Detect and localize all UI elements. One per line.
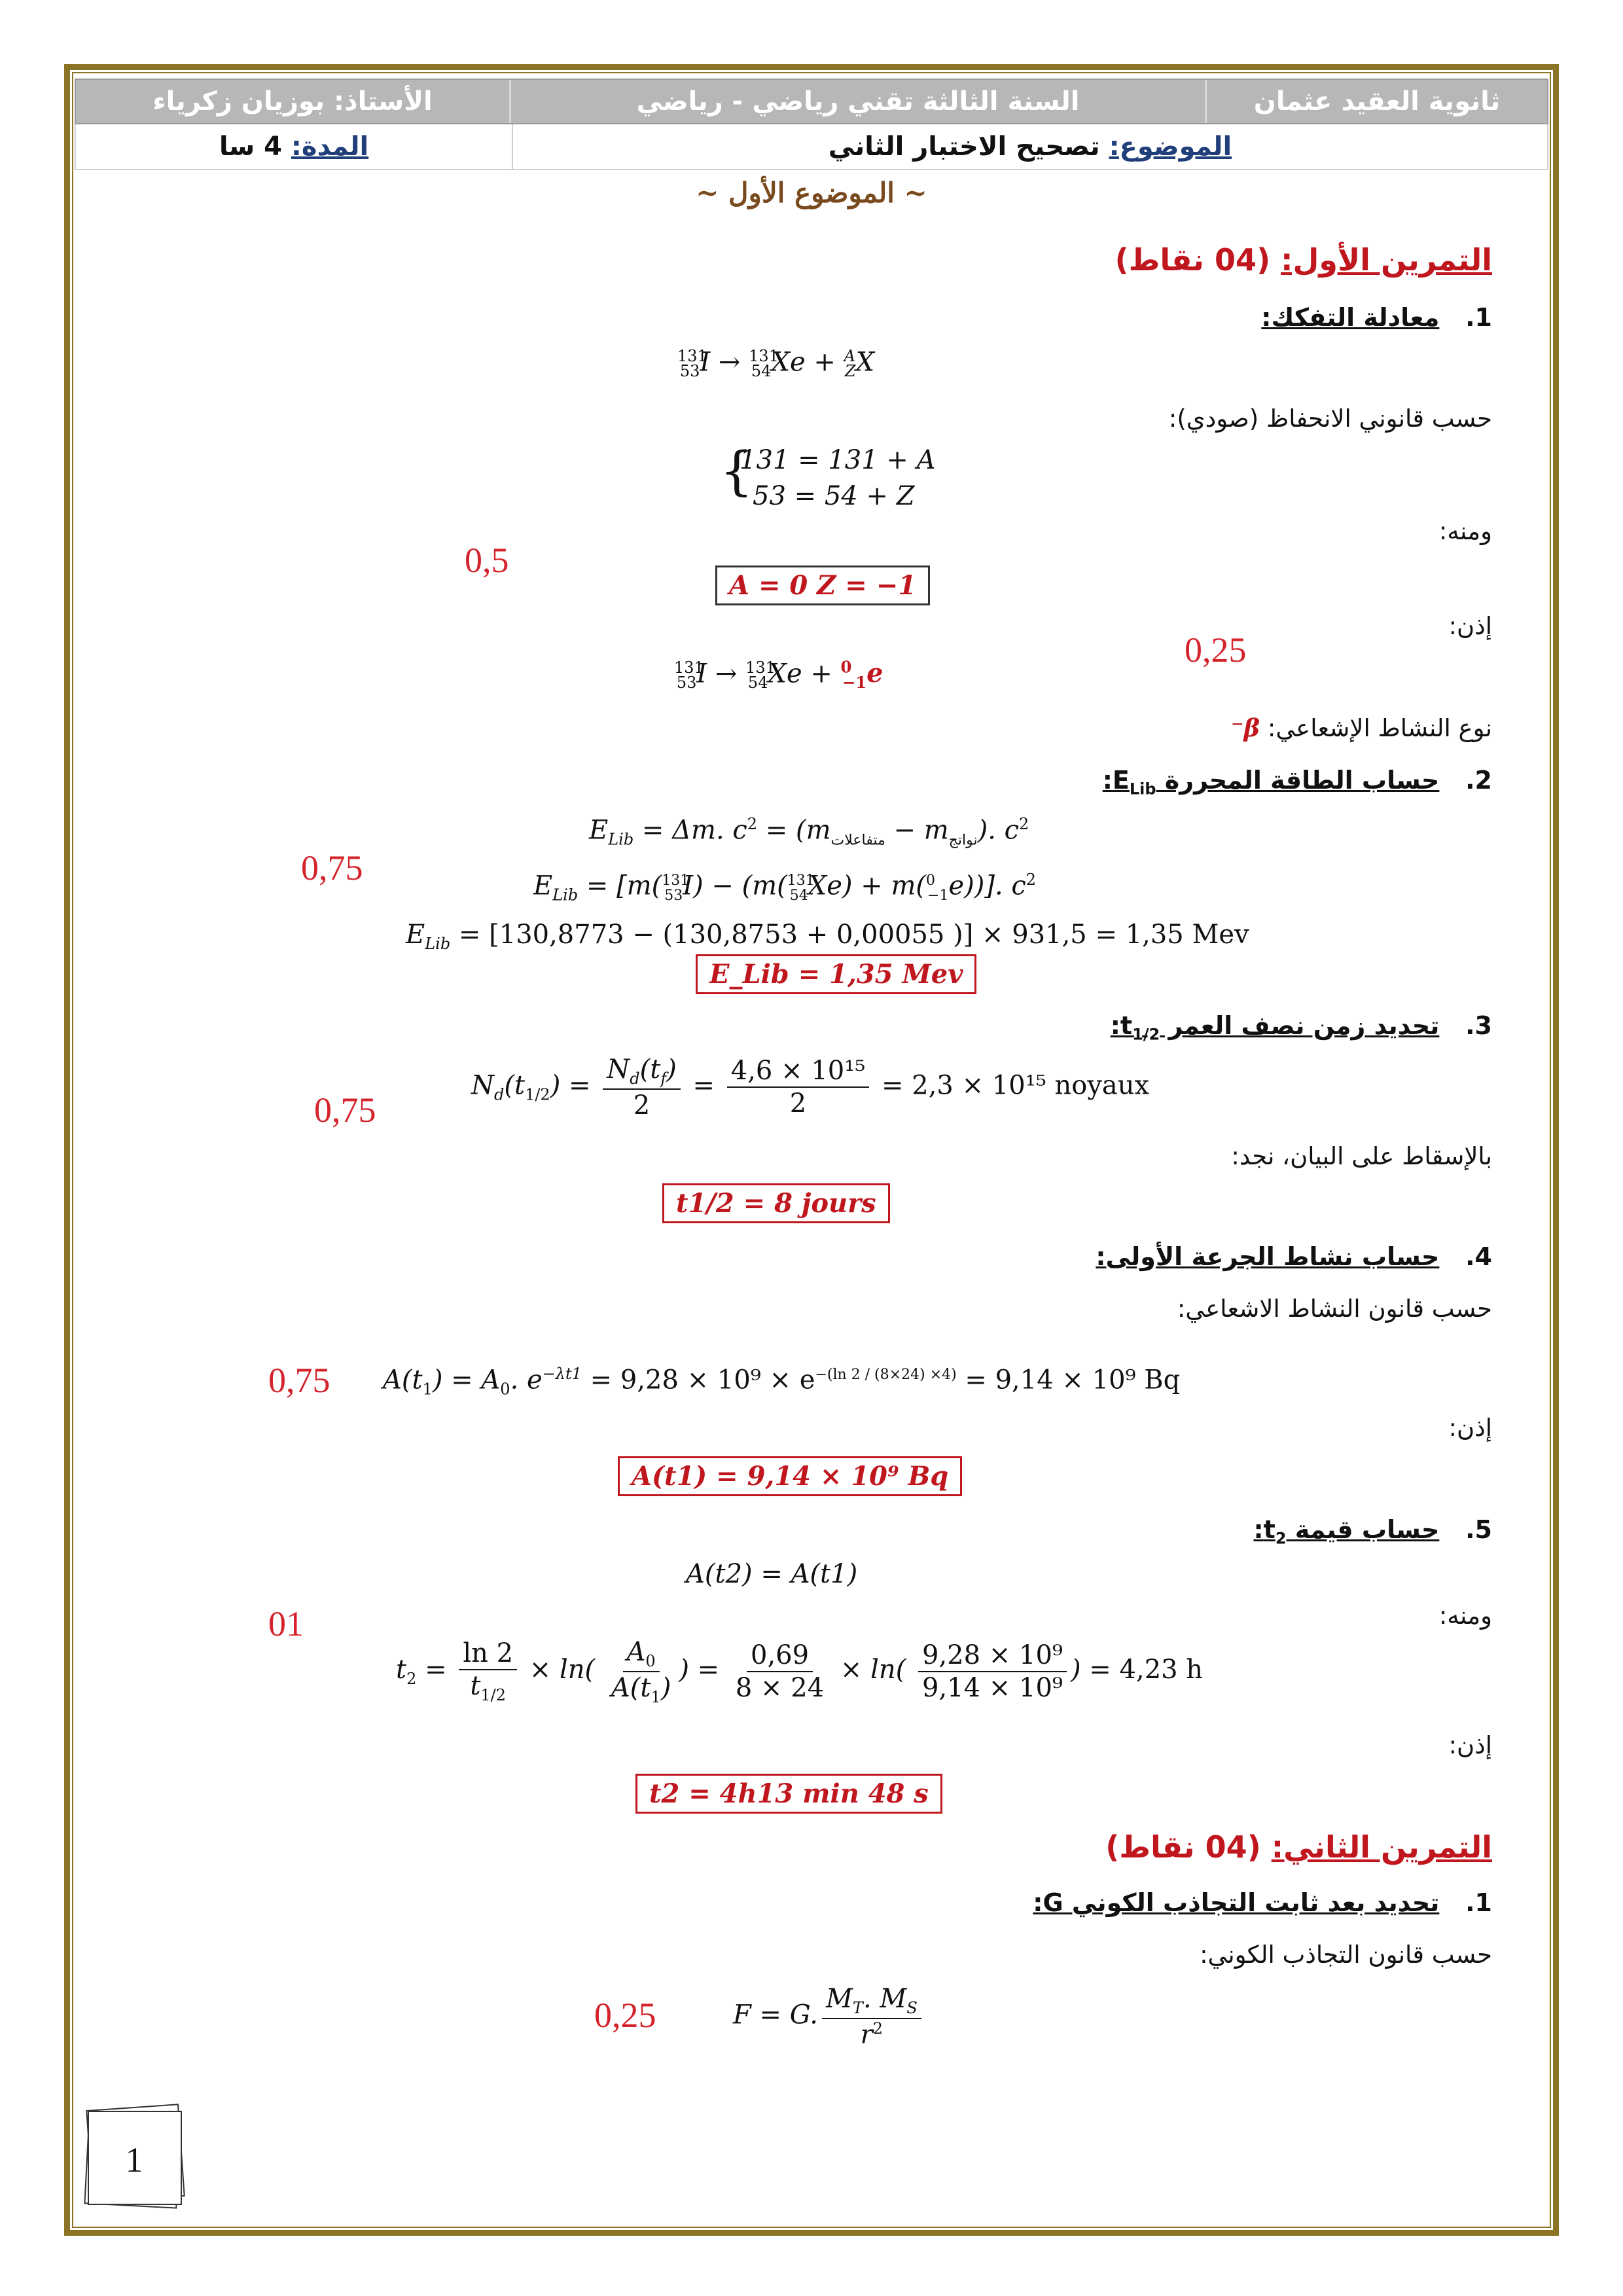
fraction-ln2-t12: $\frac{\ln 2}{t_{1/2}}$ (459, 1638, 517, 1705)
energy-formula-3: $E_{Lib} = [130,8773 - (130,8753 + 0,00055$ )] × 931,5 = 1,35 Mev (406, 920, 1249, 953)
school-name: ثانوية العقيد عثمان (1205, 80, 1547, 123)
exercise1-title-label: التمرين الأول: (1281, 242, 1492, 278)
half-life-formula: $N_d(t_{1/2})$ = $\frac{N_d(t_f)}{2}$ = $\frac{\text{4,6 × 10¹⁵}}{2}$ = 2,3 × 10¹⁵ noyaux (471, 1054, 1150, 1121)
score-q5: 01 (268, 1604, 304, 1643)
q3-heading (1111, 1011, 1492, 1044)
t2-numerator: 0,69 (747, 1640, 813, 1672)
score-q2: 0,75 (301, 848, 363, 888)
q3-number: 3. (1465, 1011, 1492, 1040)
score-q1b: 0,25 (1185, 630, 1247, 670)
exercise2-title (1105, 1829, 1492, 1865)
t2-result: t2 = 4h13 min 48 s (635, 1774, 942, 1814)
equation-a: 131 = 131 + A (740, 445, 936, 475)
q1-heading (1261, 303, 1492, 332)
subject-value: تصحيح الاختبار الثاني (828, 132, 1100, 162)
activity-type-label: نوع النشاط الإشعاعي: (1267, 714, 1492, 742)
then-text-q1: إذن: (1448, 612, 1492, 640)
exercise1-title (1115, 242, 1492, 278)
gravity-formula: F = G. $\frac{M_T. M_S}{r^2}$ (733, 1983, 925, 2051)
activity-type (1231, 713, 1492, 742)
ex2-q1-title: تحديد بعد ثابت التجاذب الكوني G: (1033, 1888, 1440, 1917)
conservation-law-text: حسب قانوني الانحفاظ (صودي): (1168, 404, 1492, 433)
energy-formula-1: $E_{Lib} = \Delta m$. $c^2 = (m_{متفاعلات} - m_{نواتج})$. $c^2$ (589, 815, 1029, 849)
so-text-q5: ومنه: (1438, 1602, 1492, 1630)
q5-number: 5. (1465, 1515, 1492, 1544)
half-life-result: t1/2 = 8 jours (662, 1183, 890, 1223)
half-life-rhs: = 2,3 × 10¹⁵ noyaux (882, 1070, 1150, 1101)
t2-denominator: 8 × 24 (735, 1672, 825, 1703)
score-q1a: 0,5 (465, 541, 509, 580)
exercise2-title-label: التمرين الثاني: (1271, 1829, 1492, 1865)
ln-denominator: 9,14 × 10⁹ (922, 1672, 1063, 1703)
fraction-numerator: 4,6 × 10¹⁵ (727, 1055, 870, 1088)
exercise2-points: (04 نقاط) (1105, 1829, 1261, 1865)
fraction-denominator: 2 (789, 1088, 807, 1119)
gravity-law-text: حسب قانون التجاذب الكوني: (1200, 1941, 1492, 1969)
page-number-box (85, 2111, 183, 2209)
header-row-top (75, 79, 1548, 124)
exercise1-points: (04 نقاط) (1115, 242, 1271, 278)
equation-z: 53 = 54 + Z (753, 481, 915, 511)
activity-type-value: β⁻ (1231, 713, 1260, 742)
q3-title-text: تحديد زمن نصف العمر t (1120, 1011, 1440, 1040)
q4-heading (1096, 1242, 1492, 1271)
q3-title-sub: 1/2 (1132, 1025, 1160, 1044)
q5-title-text: حساب قيمة t (1263, 1515, 1440, 1544)
score-q4: 0,75 (268, 1361, 330, 1400)
decay-equation-complete: $^{131}_{53}$I → $^{131}_{54}$Xe + $^0_{-1}$e (674, 658, 883, 692)
q4-title: حساب نشاط الجرعة الأولى: (1096, 1242, 1440, 1271)
q1-number: 1. (1465, 303, 1492, 332)
system-brace: { (720, 440, 753, 501)
activity-equality: A(t2) = A(t1) (686, 1559, 858, 1589)
fraction-nd-tf: $\frac{N_d(t_f)}{2}$ (603, 1054, 681, 1121)
result-a-z: A = 0 Z = −1 (715, 565, 930, 605)
activity-formula-mid: = 9,28 × 10⁹ × e (590, 1365, 815, 1395)
duration-value: 4 سا (219, 132, 282, 162)
so-text: ومنه: (1438, 517, 1492, 545)
q5-title-sub: 2 (1275, 1529, 1287, 1548)
main-title: ~ الموضوع الأول ~ (696, 177, 927, 209)
subject-cell (512, 124, 1547, 169)
fraction-masses: $\frac{M_T. M_S}{r^2}$ (822, 1983, 921, 2051)
subject-label: الموضوع: (1109, 132, 1232, 162)
energy-formula-2: $E_{Lib} = [m(^{131}_{53}I) - (m(^{131}_{54}Xe) + m(^0_{-1}e))]$. $c^2$ (533, 870, 1037, 905)
class-level: السنة الثالثة تقني رياضي - رياضي (509, 80, 1205, 123)
score-ex2-q1: 0,25 (594, 1996, 656, 2035)
then-text-q4: إذن: (1448, 1414, 1492, 1442)
duration-cell (76, 124, 512, 169)
projection-text: بالإسقاط على البيان، نجد: (1231, 1142, 1492, 1170)
fraction-numeric-t2 (732, 1640, 828, 1704)
teacher-name: الأستاذ: بوزيان زكرياء (152, 86, 433, 117)
header-row-bottom (75, 124, 1548, 170)
decay-equation: $^{131}_{53}$I → $^{131}_{54}$Xe + $^A_Z$X (677, 347, 875, 381)
ex2-q1-heading (1033, 1888, 1492, 1917)
t2-rhs: = 4,23 h (1089, 1654, 1204, 1685)
q5-heading (1253, 1515, 1492, 1548)
q2-number: 2. (1465, 766, 1492, 795)
then-text-q5: إذن: (1448, 1731, 1492, 1759)
activity-formula: $A(t_1) = A_0$. $e^{-\lambda t1} = 9,28 \times 10^9 \times e^{-(ln 2 / (8\times 24) \times 4)} = 9,14 \times 10^9$ Bq (383, 1365, 1181, 1399)
duration-label: المدة: (291, 132, 369, 162)
q2-title: حساب الطاقة المحررة $E_{Lib}$: (1102, 766, 1440, 798)
q1-title: معادلة التفكك: (1261, 303, 1440, 332)
q2-title-sub: Lib (1129, 780, 1156, 798)
fraction-numeric (727, 1055, 870, 1119)
ex2-q1-number: 1. (1465, 1888, 1492, 1917)
t2-formula: $t_2$ = $\frac{\ln 2}{t_{1/2}}$ × ln( $\frac{A_0}{A(t_1)}$ ) = $\frac{0,69}{8 \times 24}$ × ln( $\frac{\text{9,28 × 10⁹}}{\text{9,14 × 10⁹}}$ ) = 4,23 h (396, 1637, 1204, 1706)
q2-heading (1103, 766, 1492, 798)
ln-numerator: 9,28 × 10⁹ (918, 1640, 1067, 1672)
energy-result: E_Lib = 1,35 Mev (696, 954, 976, 994)
q5-title: حساب قيمة $t_2$: (1253, 1515, 1440, 1548)
activity-law-text: حسب قانون النشاط الاشعاعي: (1177, 1295, 1492, 1323)
score-q3: 0,75 (314, 1090, 376, 1130)
fraction-a0-at1: $\frac{A_0}{A(t_1)}$ (611, 1637, 671, 1706)
q3-title: تحديد زمن نصف العمر $t_{1/2}$: (1110, 1011, 1440, 1044)
activity-result: A(t1) = 9,14 × 10⁹ Bq (618, 1456, 962, 1496)
q4-number: 4. (1465, 1242, 1492, 1271)
energy-formula-3-rhs: = [130,8773 − (130,8753 + 0,00055 )] × 931,5 = 1,35 Mev (458, 920, 1249, 950)
page-number: 1 (125, 2140, 143, 2179)
q2-title-text: حساب الطاقة المحررة E (1112, 766, 1440, 795)
activity-formula-rhs: = 9,14 × 10⁹ Bq (965, 1365, 1181, 1395)
fraction-ln-values (918, 1640, 1067, 1704)
header-table (75, 79, 1548, 170)
